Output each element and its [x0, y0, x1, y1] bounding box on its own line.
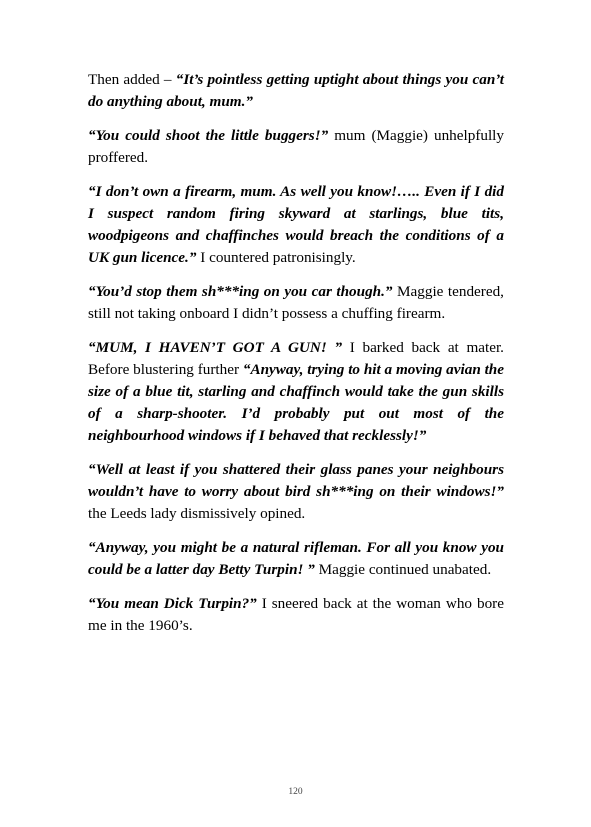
- dialogue-quote: “You could shoot the little buggers!”: [88, 127, 329, 144]
- paragraph: [88, 337, 504, 447]
- page-number: 120: [288, 787, 303, 797]
- dialogue-quote: “MUM, I HAVEN’T GOT A GUN! ”: [88, 339, 343, 356]
- narration-text: Maggie continued unabated.: [314, 561, 492, 578]
- paragraph: [88, 125, 504, 169]
- paragraph: [88, 281, 504, 325]
- narration-text: I countered patronisingly.: [196, 249, 356, 266]
- paragraph: [88, 69, 504, 113]
- dialogue-quote: “You mean Dick Turpin?”: [88, 595, 257, 612]
- narration-text: Maggie tendered, still not taking onboard I didn’t possess a chuffing firearm.: [88, 283, 504, 322]
- narration-text: the Leeds lady dismissively opined.: [88, 505, 306, 522]
- narration-text: mum (Maggie) unhelpfully proffered.: [88, 127, 504, 166]
- dialogue-quote: “Anyway, you might be a natural rifleman. For all you know you could be a latter day Betty Turpin! ”: [88, 539, 504, 578]
- narration-text: Then added –: [88, 71, 176, 88]
- dialogue-quote: “You’d stop them sh***ing on you car though.”: [88, 283, 393, 300]
- page-body: [88, 69, 504, 649]
- paragraph: [88, 593, 504, 637]
- paragraph: [88, 181, 504, 269]
- dialogue-quote: “Well at least if you shattered their glass panes your neighbours wouldn’t have to worry about bird sh***ing on their windows!”: [88, 461, 504, 500]
- dialogue-quote: “It’s pointless getting uptight about things you can’t do anything about, mum.”: [88, 71, 504, 110]
- narration-text: I sneered back at the woman who bore me in the 1960’s.: [88, 595, 504, 634]
- narration-text: I barked back at mater. Before blustering further: [88, 339, 504, 378]
- dialogue-quote: “Anyway, trying to hit a moving avian the size of a blue tit, starling and chaffinch would take the gun skills of a sharp-shooter. I’d probably put out most of the neighbourhood windows if I behaved that recklessly!”: [88, 361, 504, 444]
- paragraph: [88, 537, 504, 581]
- dialogue-quote: “I don’t own a firearm, mum. As well you know!….. Even if I did I suspect random firing skyward at starlings, blue tits, woodpigeons and chaffinches would breach the conditions of a UK gun licence.”: [88, 183, 504, 266]
- paragraph: [88, 459, 504, 525]
